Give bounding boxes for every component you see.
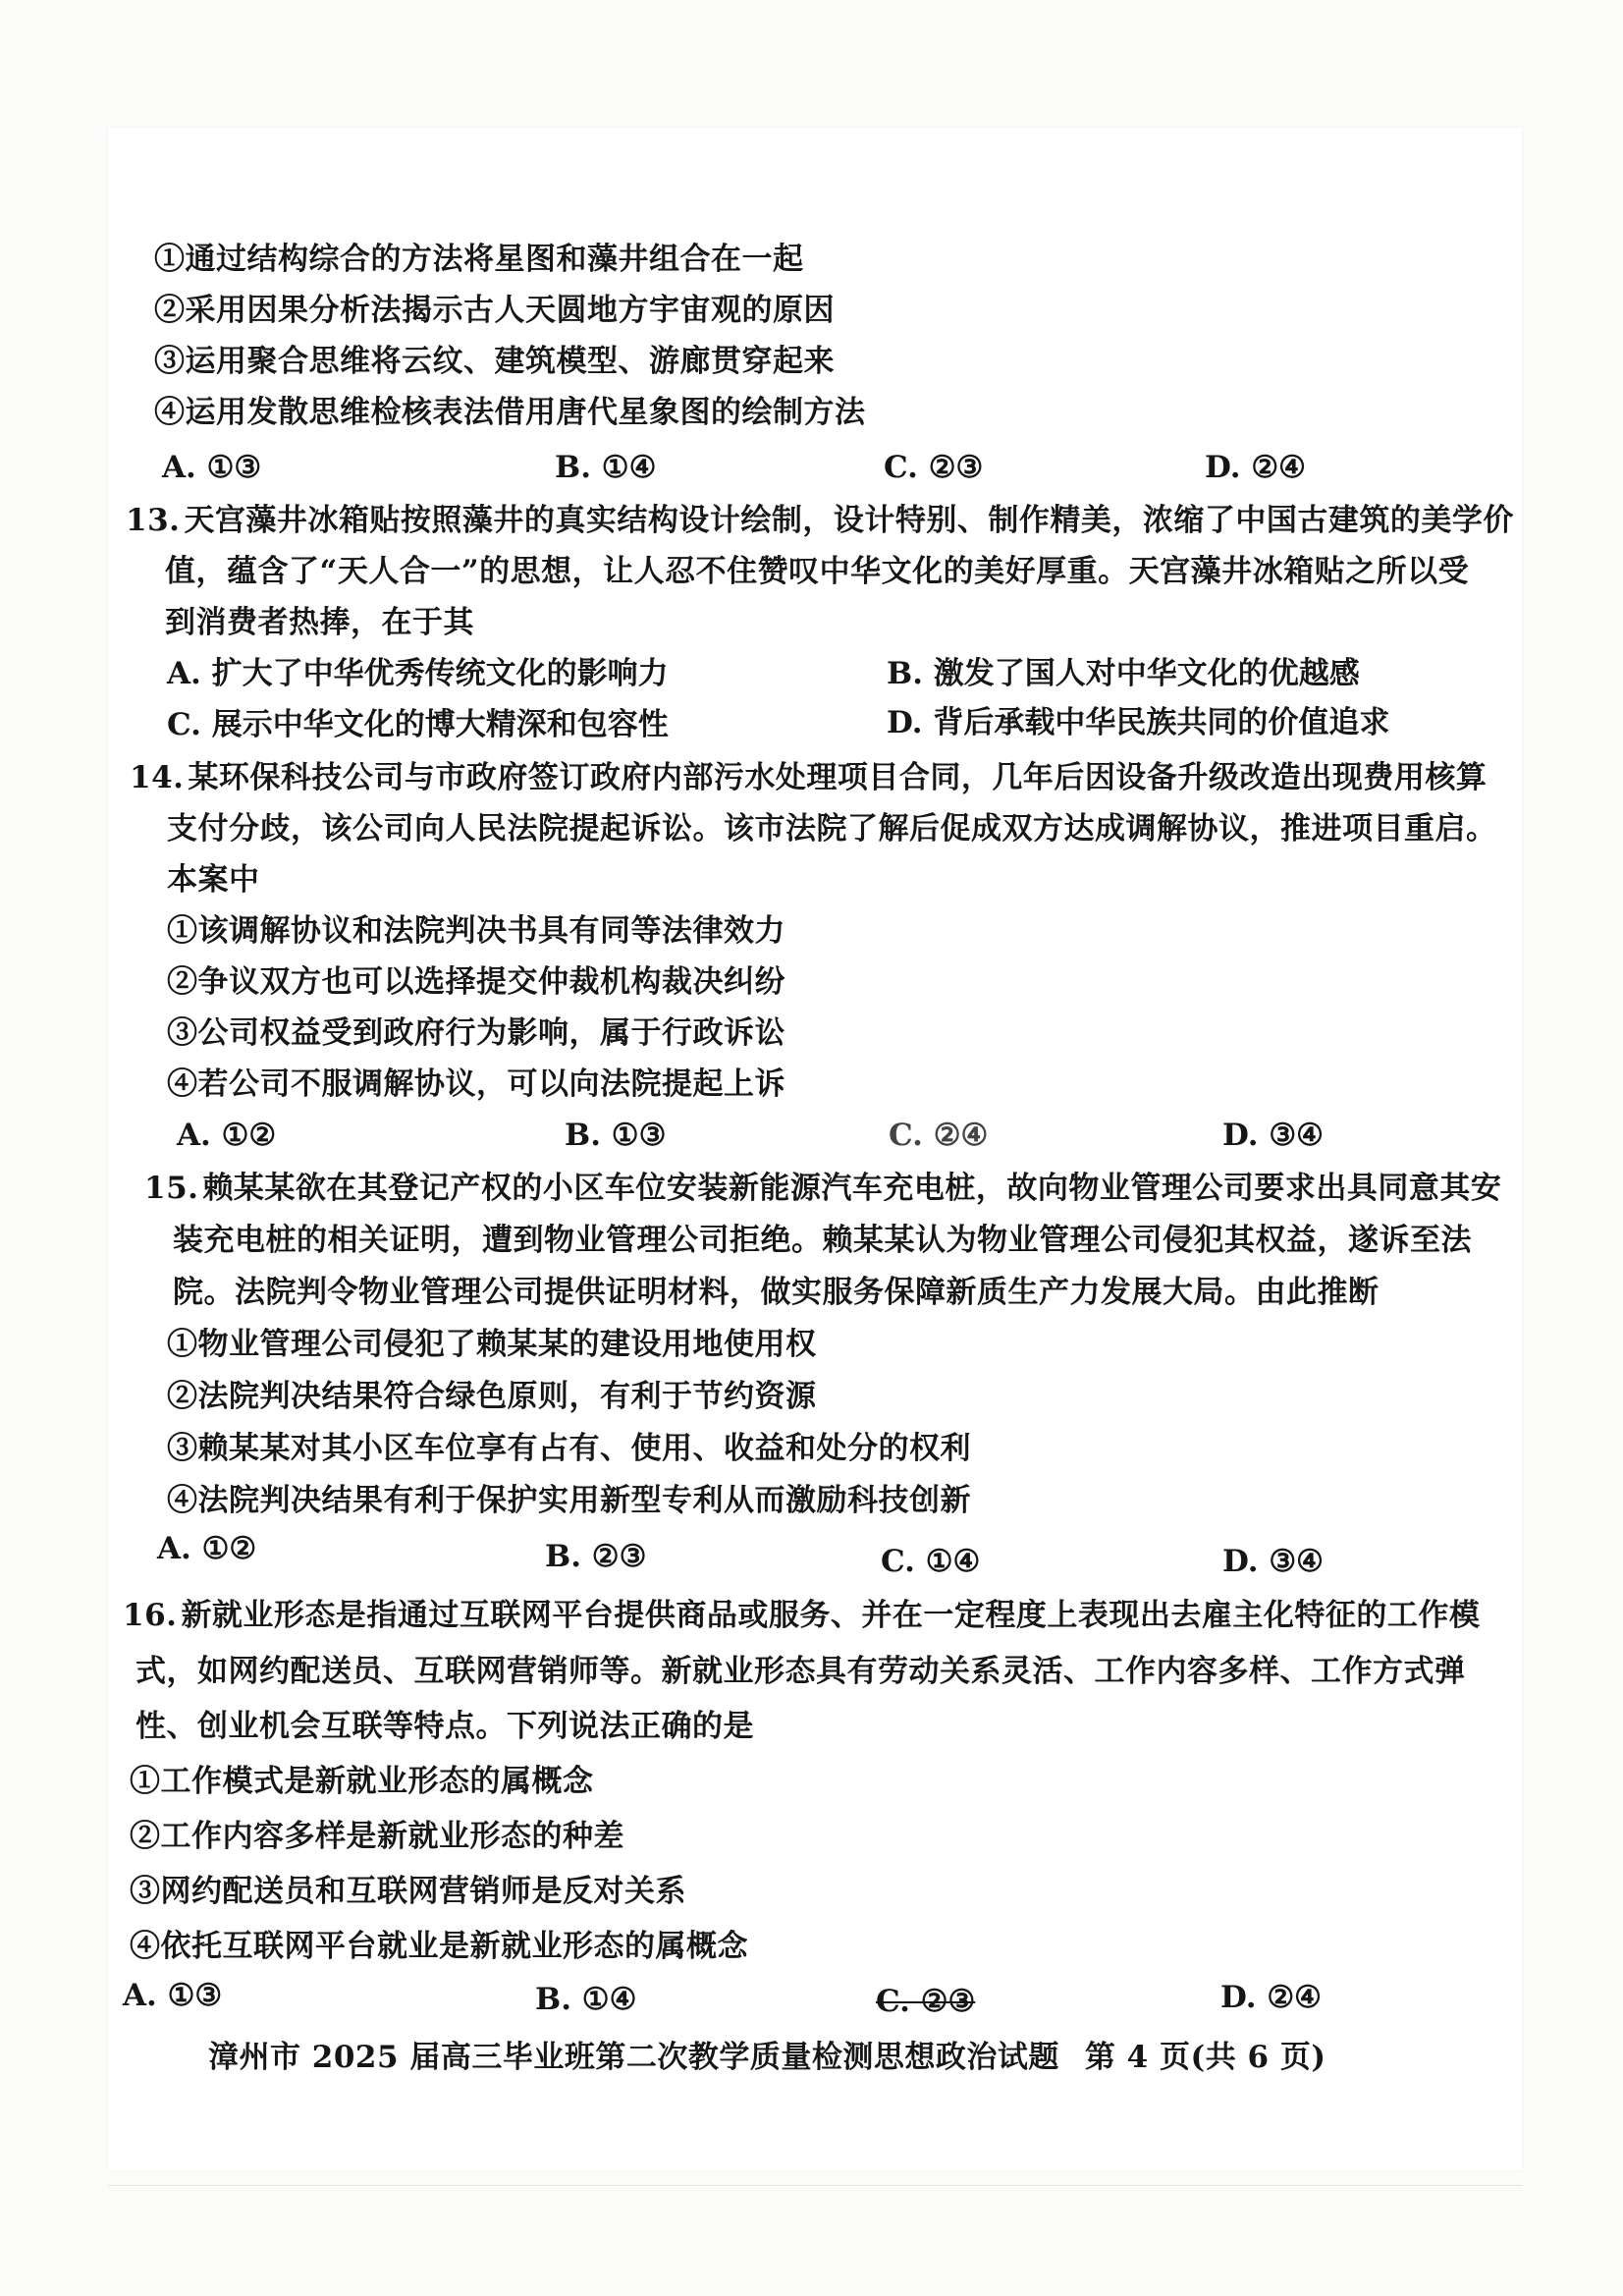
q13-stem-line-1: 13. 天宫藻井冰箱贴按照藻井的真实结构设计绘制，设计特别、制作精美，浓缩了中国古建筑的美学价: [126, 503, 1514, 538]
q14-option-a: A. ①②: [177, 1118, 277, 1153]
q14-item-3: ③公司权益受到政府行为影响，属于行政诉讼: [167, 1015, 785, 1051]
page-number: 第 4 页(共 6 页): [1084, 2040, 1326, 2075]
q14-stem-line-3: 本案中: [167, 862, 260, 898]
q16-item-3: ③网约配送员和互联网营销师是反对关系: [130, 1874, 686, 1909]
q13-option-d: D. 背后承载中华民族共同的价值追求: [887, 705, 1390, 740]
bottom-rule: [108, 2185, 1522, 2186]
exam-title: 漳州市 2025 届高三毕业班第二次教学质量检测思想政治试题: [208, 2040, 1059, 2075]
q16-item-2: ②工作内容多样是新就业形态的种差: [130, 1819, 624, 1854]
q15-option-d: D. ③④: [1222, 1544, 1324, 1579]
q12-item-4: ④运用发散思维检核表法借用唐代星象图的绘制方法: [154, 395, 866, 430]
q15-item-1: ①物业管理公司侵犯了赖某某的建设用地使用权: [167, 1327, 817, 1362]
q13-stem-line-2: 值，蕴含了“天人合一”的思想，让人忍不住赞叹中华文化的美好厚重。天宫藻井冰箱贴之所以受: [165, 554, 1470, 589]
q15-item-2: ②法院判决结果符合绿色原则，有利于节约资源: [167, 1379, 817, 1414]
q16-item-1: ①工作模式是新就业形态的属概念: [130, 1764, 594, 1799]
q12-item-3: ③运用聚合思维将云纹、建筑模型、游廊贯穿起来: [154, 344, 835, 379]
q13-option-b: B. 激发了国人对中华文化的优越感: [887, 656, 1360, 691]
q14-option-c: C. ②④: [889, 1118, 989, 1153]
q12-item-1: ①通过结构综合的方法将星图和藻井组合在一起: [154, 242, 804, 277]
q12-option-d: D. ②④: [1205, 450, 1306, 485]
q12-item-2: ②采用因果分析法揭示古人天圆地方宇宙观的原因: [154, 293, 835, 328]
q15-option-b: B. ②③: [545, 1539, 647, 1574]
q16-option-b: B. ①④: [535, 1982, 637, 2017]
q16-stem-line-3: 性、创业机会互联等特点。下列说法正确的是: [135, 1709, 754, 1744]
q14-option-d: D. ③④: [1222, 1118, 1324, 1153]
q15-option-a: A. ①②: [157, 1531, 257, 1566]
q15-item-4: ④法院判决结果有利于保护实用新型专利从而激励科技创新: [167, 1483, 971, 1518]
q15-item-3: ③赖某某对其小区车位享有占有、使用、收益和处分的权利: [167, 1431, 971, 1466]
q16-stem-line-2: 式，如网约配送员、互联网营销师等。新就业形态具有劳动关系灵活、工作内容多样、工作方式弹: [135, 1654, 1466, 1689]
q14-item-1: ①该调解协议和法院判决书具有同等法律效力: [167, 913, 785, 949]
q14-item-2: ②争议双方也可以选择提交仲裁机构裁决纠纷: [167, 964, 785, 1000]
q16-item-4: ④依托互联网平台就业是新就业形态的属概念: [130, 1929, 748, 1964]
q14-stem-line-1: 14. 某环保科技公司与市政府签订政府内部污水处理项目合同，几年后因设备升级改造出现费用核算: [130, 760, 1488, 795]
q12-option-a: A. ①③: [162, 450, 262, 485]
q13-option-c: C. 展示中华文化的博大精深和包容性: [167, 707, 669, 742]
q15-stem-line-2: 装充电桩的相关证明，遭到物业管理公司拒绝。赖某某认为物业管理公司侵犯其权益，遂诉至法: [173, 1223, 1472, 1258]
q16-option-c: C. ②③: [876, 1984, 976, 2019]
q15-stem-line-3: 院。法院判令物业管理公司提供证明材料，做实服务保障新质生产力发展大局。由此推断: [173, 1275, 1380, 1310]
q14-option-b: B. ①③: [565, 1118, 667, 1153]
page-footer: [208, 2038, 1326, 2077]
q14-item-4: ④若公司不服调解协议，可以向法院提起上诉: [167, 1066, 785, 1102]
q15-option-c: C. ①④: [881, 1544, 981, 1579]
q14-stem-line-2: 支付分歧，该公司向人民法院提起诉讼。该市法院了解后促成双方达成调解协议，推进项目重启。: [167, 811, 1497, 847]
q15-number: 15.: [144, 1171, 199, 1206]
q13-stem-line-3: 到消费者热捧，在于其: [165, 605, 474, 640]
q15-stem-line-1: 15. 赖某某欲在其登记产权的小区车位安装新能源汽车充电桩，故向物业管理公司要求出具同意其安: [144, 1171, 1502, 1206]
q16-option-a: A. ①③: [123, 1978, 223, 2013]
q13-option-a: A. 扩大了中华优秀传统文化的影响力: [167, 656, 669, 691]
q12-option-c: C. ②③: [884, 450, 984, 485]
q14-number: 14.: [130, 760, 185, 795]
q16-option-d: D. ②④: [1220, 1980, 1322, 2015]
q16-stem-line-1: 16. 新就业形态是指通过互联网平台提供商品或服务、并在一定程度上表现出去雇主化特征的工作模: [123, 1598, 1481, 1633]
q16-number: 16.: [123, 1598, 178, 1633]
q13-number: 13.: [126, 503, 181, 538]
q12-option-b: B. ①④: [555, 450, 657, 485]
